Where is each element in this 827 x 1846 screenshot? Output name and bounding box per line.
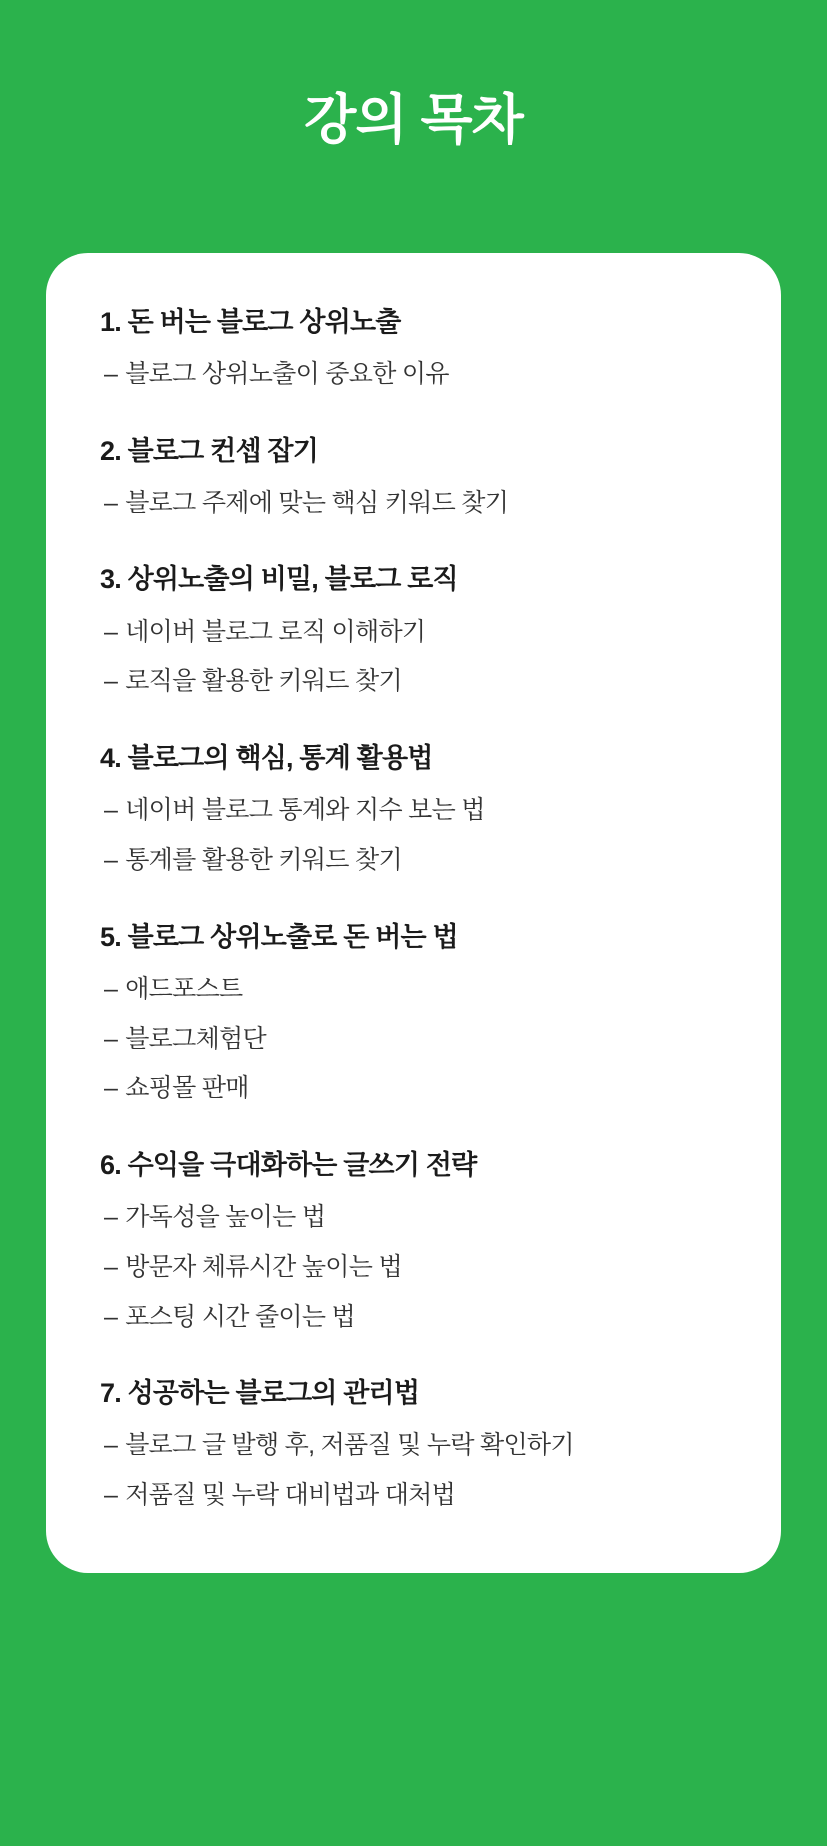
dash-icon: –	[104, 1074, 118, 1103]
curriculum-section	[100, 1148, 727, 1334]
section-item-label: 방문자 체류시간 높이는 법	[125, 1252, 402, 1281]
curriculum-section	[100, 741, 727, 878]
dash-icon: –	[104, 1431, 118, 1460]
section-item-label: 블로그체험단	[125, 1024, 266, 1053]
section-item-label: 저품질 및 누락 대비법과 대처법	[125, 1481, 456, 1510]
section-heading: 5. 블로그 상위노출로 돈 버는 법	[100, 921, 458, 952]
dash-icon: –	[104, 488, 118, 517]
section-heading: 6. 수익을 극대화하는 글쓰기 전략	[100, 1150, 477, 1181]
section-item	[100, 1301, 727, 1335]
section-item-label: 블로그 글 발행 후, 저품질 및 누락 확인하기	[125, 1431, 574, 1460]
curriculum-card	[46, 253, 781, 1573]
section-item-label: 포스팅 시간 줄이는 법	[125, 1302, 356, 1331]
section-item-label: 네이버 블로그 통계와 지수 보는 법	[125, 796, 485, 825]
curriculum-section	[100, 434, 727, 521]
dash-icon: –	[104, 1203, 118, 1232]
section-item-label: 블로그 주제에 맞는 핵심 키워드 찾기	[125, 488, 509, 517]
section-heading: 4. 블로그의 핵심, 통계 활용법	[100, 743, 433, 774]
section-item-label: 가독성을 높이는 법	[125, 1203, 326, 1232]
section-item	[100, 358, 727, 392]
section-heading: 3. 상위노출의 비밀, 블로그 로직	[100, 564, 458, 595]
dash-icon: –	[104, 845, 118, 874]
section-item-label: 쇼핑몰 판매	[125, 1074, 249, 1103]
section-item	[100, 1072, 727, 1106]
section-item-label: 블로그 상위노출이 중요한 이유	[125, 359, 449, 388]
section-item	[100, 665, 727, 699]
dash-icon: –	[104, 1252, 118, 1281]
section-item	[100, 1201, 727, 1235]
dash-icon: –	[104, 1024, 118, 1053]
dash-icon: –	[104, 1302, 118, 1331]
dash-icon: –	[104, 974, 118, 1003]
dash-icon: –	[104, 359, 118, 388]
section-item	[100, 794, 727, 828]
section-heading: 2. 블로그 컨셉 잡기	[100, 435, 318, 466]
section-item-label: 로직을 활용한 키워드 찾기	[125, 667, 402, 696]
section-item	[100, 1023, 727, 1057]
section-heading: 1. 돈 버는 블로그 상위노출	[100, 306, 401, 337]
page-title: 강의 목차	[304, 90, 523, 150]
dash-icon: –	[104, 667, 118, 696]
section-item	[100, 844, 727, 878]
curriculum-section	[100, 920, 727, 1106]
section-item	[100, 616, 727, 650]
dash-icon: –	[104, 617, 118, 646]
curriculum-section	[100, 305, 727, 392]
section-item	[100, 1251, 727, 1285]
section-item	[100, 1479, 727, 1513]
section-item	[100, 973, 727, 1007]
section-item-label: 네이버 블로그 로직 이해하기	[125, 617, 426, 646]
dash-icon: –	[104, 796, 118, 825]
section-item	[100, 1429, 727, 1463]
section-item	[100, 487, 727, 521]
curriculum-section	[100, 562, 727, 699]
section-item-label: 애드포스트	[125, 974, 243, 1003]
curriculum-section	[100, 1376, 727, 1513]
section-item-label: 통계를 활용한 키워드 찾기	[125, 845, 402, 874]
section-heading: 7. 성공하는 블로그의 관리법	[100, 1378, 420, 1409]
dash-icon: –	[104, 1481, 118, 1510]
